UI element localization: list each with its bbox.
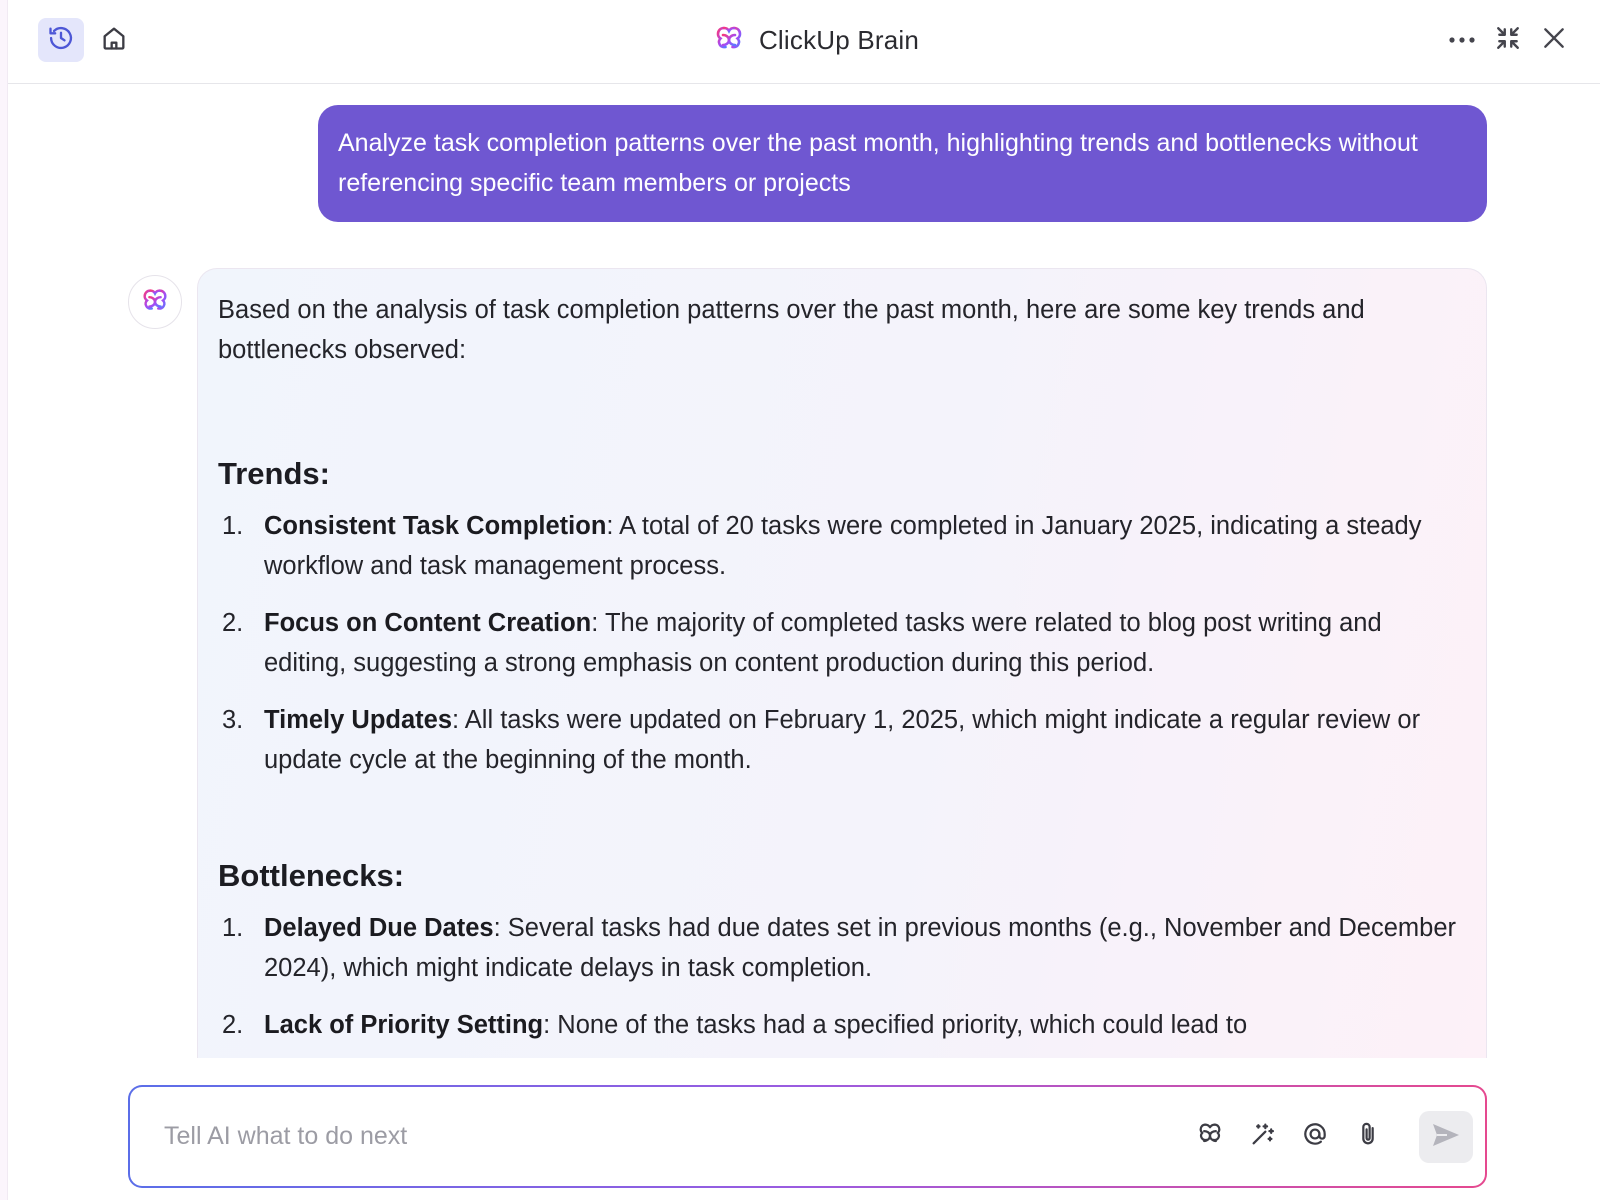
mention-icon <box>1301 1120 1329 1153</box>
list-item <box>218 908 1466 988</box>
close-button[interactable] <box>1536 20 1572 60</box>
list-item-text: : The majority of completed tasks were related to blog post writing and editing, suggesting a strong emphasis on content production during this period. <box>264 609 1382 677</box>
magic-wand-icon <box>1249 1120 1277 1153</box>
list-item <box>218 506 1466 586</box>
clickup-brain-logo-icon <box>713 22 745 59</box>
brain-tool-button[interactable] <box>1192 1117 1228 1155</box>
trends-list <box>218 506 1466 780</box>
mention-button[interactable] <box>1297 1117 1333 1155</box>
ai-avatar <box>128 275 182 329</box>
ai-intro-text: Based on the analysis of task completion patterns over the past month, here are some key trends and bottlenecks observed: <box>218 296 1365 364</box>
header-bar <box>8 0 1600 84</box>
close-icon <box>1541 25 1567 56</box>
magic-tool-button[interactable] <box>1245 1117 1281 1155</box>
section-title-trends: Trends: <box>218 456 330 491</box>
composer-inner <box>130 1087 1485 1186</box>
attach-button[interactable] <box>1350 1117 1386 1155</box>
left-edge-strip <box>0 0 8 1200</box>
composer <box>128 1085 1487 1188</box>
list-item-number: 3. <box>222 706 244 734</box>
collapse-button[interactable] <box>1490 20 1526 60</box>
list-item <box>218 603 1466 683</box>
list-item-number: 2. <box>222 609 244 637</box>
brain-icon <box>1196 1120 1224 1153</box>
list-item-term: Consistent Task Completion <box>264 512 607 540</box>
more-icon <box>1448 31 1476 49</box>
list-item-term: Focus on Content Creation <box>264 609 592 637</box>
list-item-number: 1. <box>222 914 244 942</box>
more-options-button[interactable] <box>1444 20 1480 60</box>
prompt-input[interactable] <box>164 1113 1144 1159</box>
user-message-text: Analyze task completion patterns over the past month, highlighting trends and bottlenecks without referencing specific team members or projects <box>338 129 1418 197</box>
list-item-term: Lack of Priority Setting <box>264 1011 544 1039</box>
collapse-icon <box>1495 25 1521 56</box>
list-item-term: Timely Updates <box>264 706 453 734</box>
attachment-icon <box>1354 1120 1382 1153</box>
list-item-text: : None of the tasks had a specified priority, which could lead to <box>543 1011 1248 1039</box>
header-title-group <box>8 22 1600 58</box>
list-item-text: : A total of 20 tasks were completed in January 2025, indicating a steady workflow and task management process. <box>264 512 1422 580</box>
send-button[interactable] <box>1419 1111 1473 1163</box>
bottlenecks-list <box>218 908 1466 1045</box>
list-item-number: 1. <box>222 512 244 540</box>
list-item-term: Delayed Due Dates <box>264 914 494 942</box>
page-title: ClickUp Brain <box>758 24 920 55</box>
clickup-brain-logo-icon <box>140 285 170 320</box>
list-item <box>218 1005 1466 1045</box>
send-icon <box>1431 1122 1461 1153</box>
ai-response-card <box>197 268 1487 1058</box>
list-item-text: : All tasks were updated on February 1, 2025, which might indicate a regular review or update cycle at the beginning of the month. <box>264 706 1421 774</box>
section-title-bottlenecks: Bottlenecks: <box>218 858 405 893</box>
list-item-number: 2. <box>222 1011 244 1039</box>
user-message-bubble <box>318 105 1487 222</box>
list-item-text: : Several tasks had due dates set in previous months (e.g., November and December 2024), which might indicate delays in task completion. <box>264 914 1457 982</box>
list-item <box>218 700 1466 780</box>
